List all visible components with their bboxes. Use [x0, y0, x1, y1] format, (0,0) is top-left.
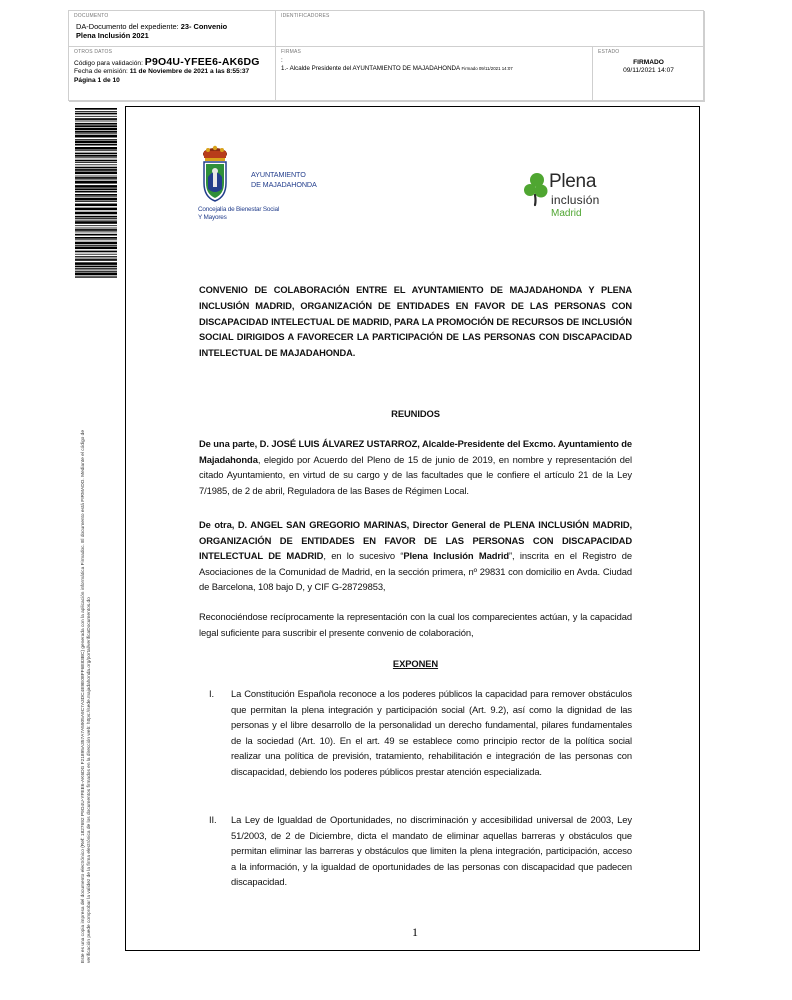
barcode-bar [75, 160, 117, 162]
barcode-bar [75, 177, 117, 179]
barcode-bar [75, 125, 117, 127]
barcode-bar [75, 113, 117, 115]
barcode-bar [75, 180, 117, 181]
barcode-bar [75, 259, 117, 261]
document-title: CONVENIO DE COLABORACIÓN ENTRE EL AYUNTAMIENTO DE MAJADAHONDA Y PLENA INCLUSIÓN MADRID, ORGANIZACIÓN DE ENTIDADES EN FAVOR DE LAS PERSONAS CON DISCAPACIDAD INTELECTUAL DE MADRID, PARA LA PROMOCIÓN DE RECURSOS DE INCLUSIÓN SOCIAL DIRIGIDOS A FAVORECER LA PARTICIPACIÓN DE LAS PERSONAS CON DISCAPACIDAD INTELECTUAL DE MAJADAHONDA. [199, 285, 632, 359]
barcode-bar [75, 208, 117, 211]
coat-of-arms-logo [198, 145, 232, 205]
barcode-bar [75, 181, 117, 184]
barcode-bar [75, 204, 117, 207]
firmas-colon: : [281, 57, 283, 64]
list-item-number: II. [209, 814, 217, 825]
ayuntamiento-logo-text: AYUNTAMIENTO DE MAJADAHONDA [251, 170, 317, 189]
section-heading-exponen: EXPONEN [392, 658, 439, 669]
barcode-bar [75, 273, 117, 276]
page-number: 1 [412, 925, 418, 939]
plena-logo-city: Madrid [551, 208, 582, 219]
barcode-bar [75, 108, 117, 110]
list-item-number: I. [209, 688, 215, 699]
estado-cell [593, 47, 705, 102]
documento-name: DA-Documento del expediente: 23- Convenio Plena Inclusión 2021 [76, 22, 228, 40]
barcode-bar [75, 245, 117, 246]
codigo-validacion: Código para validación: P9O4U-YFEE6-AK6DG [74, 56, 260, 68]
barcode-bar [75, 254, 117, 255]
firmas-cell [276, 47, 593, 102]
otros-datos-cell [69, 47, 276, 102]
barcode-bar [75, 176, 117, 177]
barcode-bar [75, 276, 117, 277]
barcode-bar [75, 131, 117, 133]
barcode-bar [75, 164, 117, 165]
barcode-bar [75, 251, 117, 253]
barcode-bar [75, 128, 117, 131]
documento-cell [69, 11, 276, 47]
paragraph-primera-parte: De una parte, D. JOSÉ LUIS ÁLVAREZ USTARROZ, Alcalde-Presidente del Excmo. Ayuntamiento de Majadahonda, elegido por Acuerdo del Pleno de 15 de junio de 2019, en nombre y representación del citado Ayuntamiento, en virtud de su cargo y de las facultades que le confiere el artículo 21 de la Ley 7/1985, de 2 de abril, Reguladora de las Bases de Régimen Local. [199, 438, 632, 496]
fecha-emision: Fecha de emisión: 11 de Noviembre de 2021 a las 8:55:37 [74, 68, 250, 76]
estado-value: FIRMADO [633, 59, 664, 66]
barcode-bar [75, 155, 117, 157]
barcode-bar [75, 147, 117, 150]
barcode-bar [75, 268, 117, 269]
barcode-bar [75, 262, 117, 265]
barcode-bar [75, 198, 117, 201]
barcode-bar [75, 118, 117, 120]
barcode-bar [75, 167, 117, 169]
plena-logo-sub: inclusión [551, 193, 600, 207]
barcode-bar [75, 237, 117, 239]
barcode-bar [75, 139, 117, 140]
firmas-label: FIRMAS [281, 49, 302, 55]
section-heading-reunidos: REUNIDOS [391, 408, 440, 419]
barcode-bar [75, 270, 117, 271]
barcode-bar [75, 234, 117, 236]
estado-date: 09/11/2021 14:07 [623, 67, 674, 74]
barcode-bar [75, 201, 117, 202]
barcode-bar [75, 212, 117, 215]
barcode-bar [75, 121, 117, 122]
barcode-bar [75, 157, 117, 158]
verification-sidebar-text: Este es una copia impresa del documento electrónico (Ref: 1827692 P9O4U-YFEE6-AK6DG F21895A357A7A5905A9C7A3DC4E9E08FF6E83BC) generada con la aplicación informática Firmadoc. El documento está FIRMADO. Mediante el código de verificación puede comprobar la validez de la firma electrónica de los documentos firmados en la dirección web: https://sede.majadahonda.org/portal/verificaDocumentos.do [81, 429, 93, 963]
plena-logo-name: Plena [549, 171, 597, 192]
codigo-value: P9O4U-YFEE6-AK6DG [144, 56, 260, 68]
barcode-bar [75, 191, 117, 193]
paragraph-segunda-parte: De otra, D. ANGEL SAN GREGORIO MARINAS, Director General de PLENA INCLUSIÓN MADRID, ORGANIZACIÓN DE ENTIDADES EN FAVOR DE LAS PERSONAS CON DISCAPACIDAD INTELECTUAL DE MADRID, en lo sucesivo “Plena Inclusión Madrid”, inscrita en el Registro de Asociaciones de la Comunidad de Madrid, en la sección primera, nº 29831 con domicilio en Avda. Ciudad de Barcelona, 108 bajo D, y CIF G-28729853, [199, 519, 632, 592]
barcode-bar [75, 216, 117, 218]
barcode-bar [75, 266, 117, 268]
barcode-bar [75, 229, 117, 231]
estado-label: ESTADO [598, 49, 620, 55]
identificadores-label: IDENTIFICADORES [281, 13, 330, 19]
estado-box [598, 59, 699, 75]
documento-label: DOCUMENTO [74, 13, 109, 19]
pagina-count: Página 1 de 10 [74, 76, 120, 84]
document-header-table [68, 10, 704, 101]
barcode-bar [75, 150, 117, 151]
barcode-bar [75, 239, 117, 240]
barcode-bar [75, 277, 117, 278]
barcode-bar [75, 256, 117, 257]
barcode-bar [75, 133, 117, 134]
barcode-bar [75, 225, 117, 226]
barcode-bar [75, 135, 117, 138]
paragraph-reconocimiento: Reconociéndose recíprocamente la representación con la cual los comparecientes actúan, y la capacidad legal suficiente para suscribir el presente convenio de colaboración, [199, 611, 632, 638]
barcode-bar [75, 153, 117, 155]
barcode-bar [75, 116, 117, 117]
barcode-bar [75, 111, 117, 112]
concejalia-text: Concejalía de Bienestar Social Y Mayores [198, 206, 280, 222]
barcode-bar [75, 141, 117, 144]
barcode-bar [75, 258, 117, 259]
barcode-bar [75, 194, 117, 196]
barcode-bar [75, 172, 117, 175]
barcode-bar [75, 218, 117, 219]
barcode-bar [75, 162, 117, 163]
identificadores-cell [276, 11, 705, 47]
barcode-bar [75, 221, 117, 224]
barcode-bar [75, 271, 117, 272]
barcode-bar [75, 228, 117, 229]
barcode-bar [75, 247, 117, 250]
barcode-bar [75, 220, 117, 221]
barcode-bar [75, 242, 117, 245]
barcode-bar [75, 232, 117, 233]
barcode-bar [75, 123, 117, 125]
barcode-bar [75, 196, 117, 197]
barcode-bar [75, 144, 117, 146]
barcode-bar [75, 185, 117, 188]
firma-entry: 1.- Alcalde Presidente del AYUNTAMIENTO DE MAJADAHONDA Firmado 09/11/2021 14:07 [281, 65, 513, 72]
barcode-image [75, 108, 117, 278]
otros-datos-label: OTROS DATOS [74, 49, 113, 55]
barcode-bar [75, 169, 117, 171]
list-item-text: La Constitución Española reconoce a los poderes públicos la capacidad para remover obstáculos que permitan la plena integración y participación social (Art. 9.2), así como la dignidad de las personas y el libre desarrollo de la personalidad un derecho fundamental, pilares fundamentales de la sociedad (Art. 10). En el art. 49 se establece como principio rector de la política social realizar una política de previsión, tratamiento, rehabilitación e integración de las personas con discapacidad, debiendo los poderes públicos prestar atención especializada. [231, 688, 632, 777]
list-item-text: La Ley de Igualdad de Oportunidades, no discriminación y accesibilidad universal de 2003, Ley 51/2003, de 2 de Diciembre, dicta el mandato de eliminar aquellas barreras y obstáculos que permitan eliminar las barreras y obstáculos que limiten la plena integración, participación, acceso a la información, y la igualdad de oportunidades de las personas con discapacidad que padecen discapacidad. [231, 814, 632, 887]
barcode-bar [75, 188, 117, 190]
